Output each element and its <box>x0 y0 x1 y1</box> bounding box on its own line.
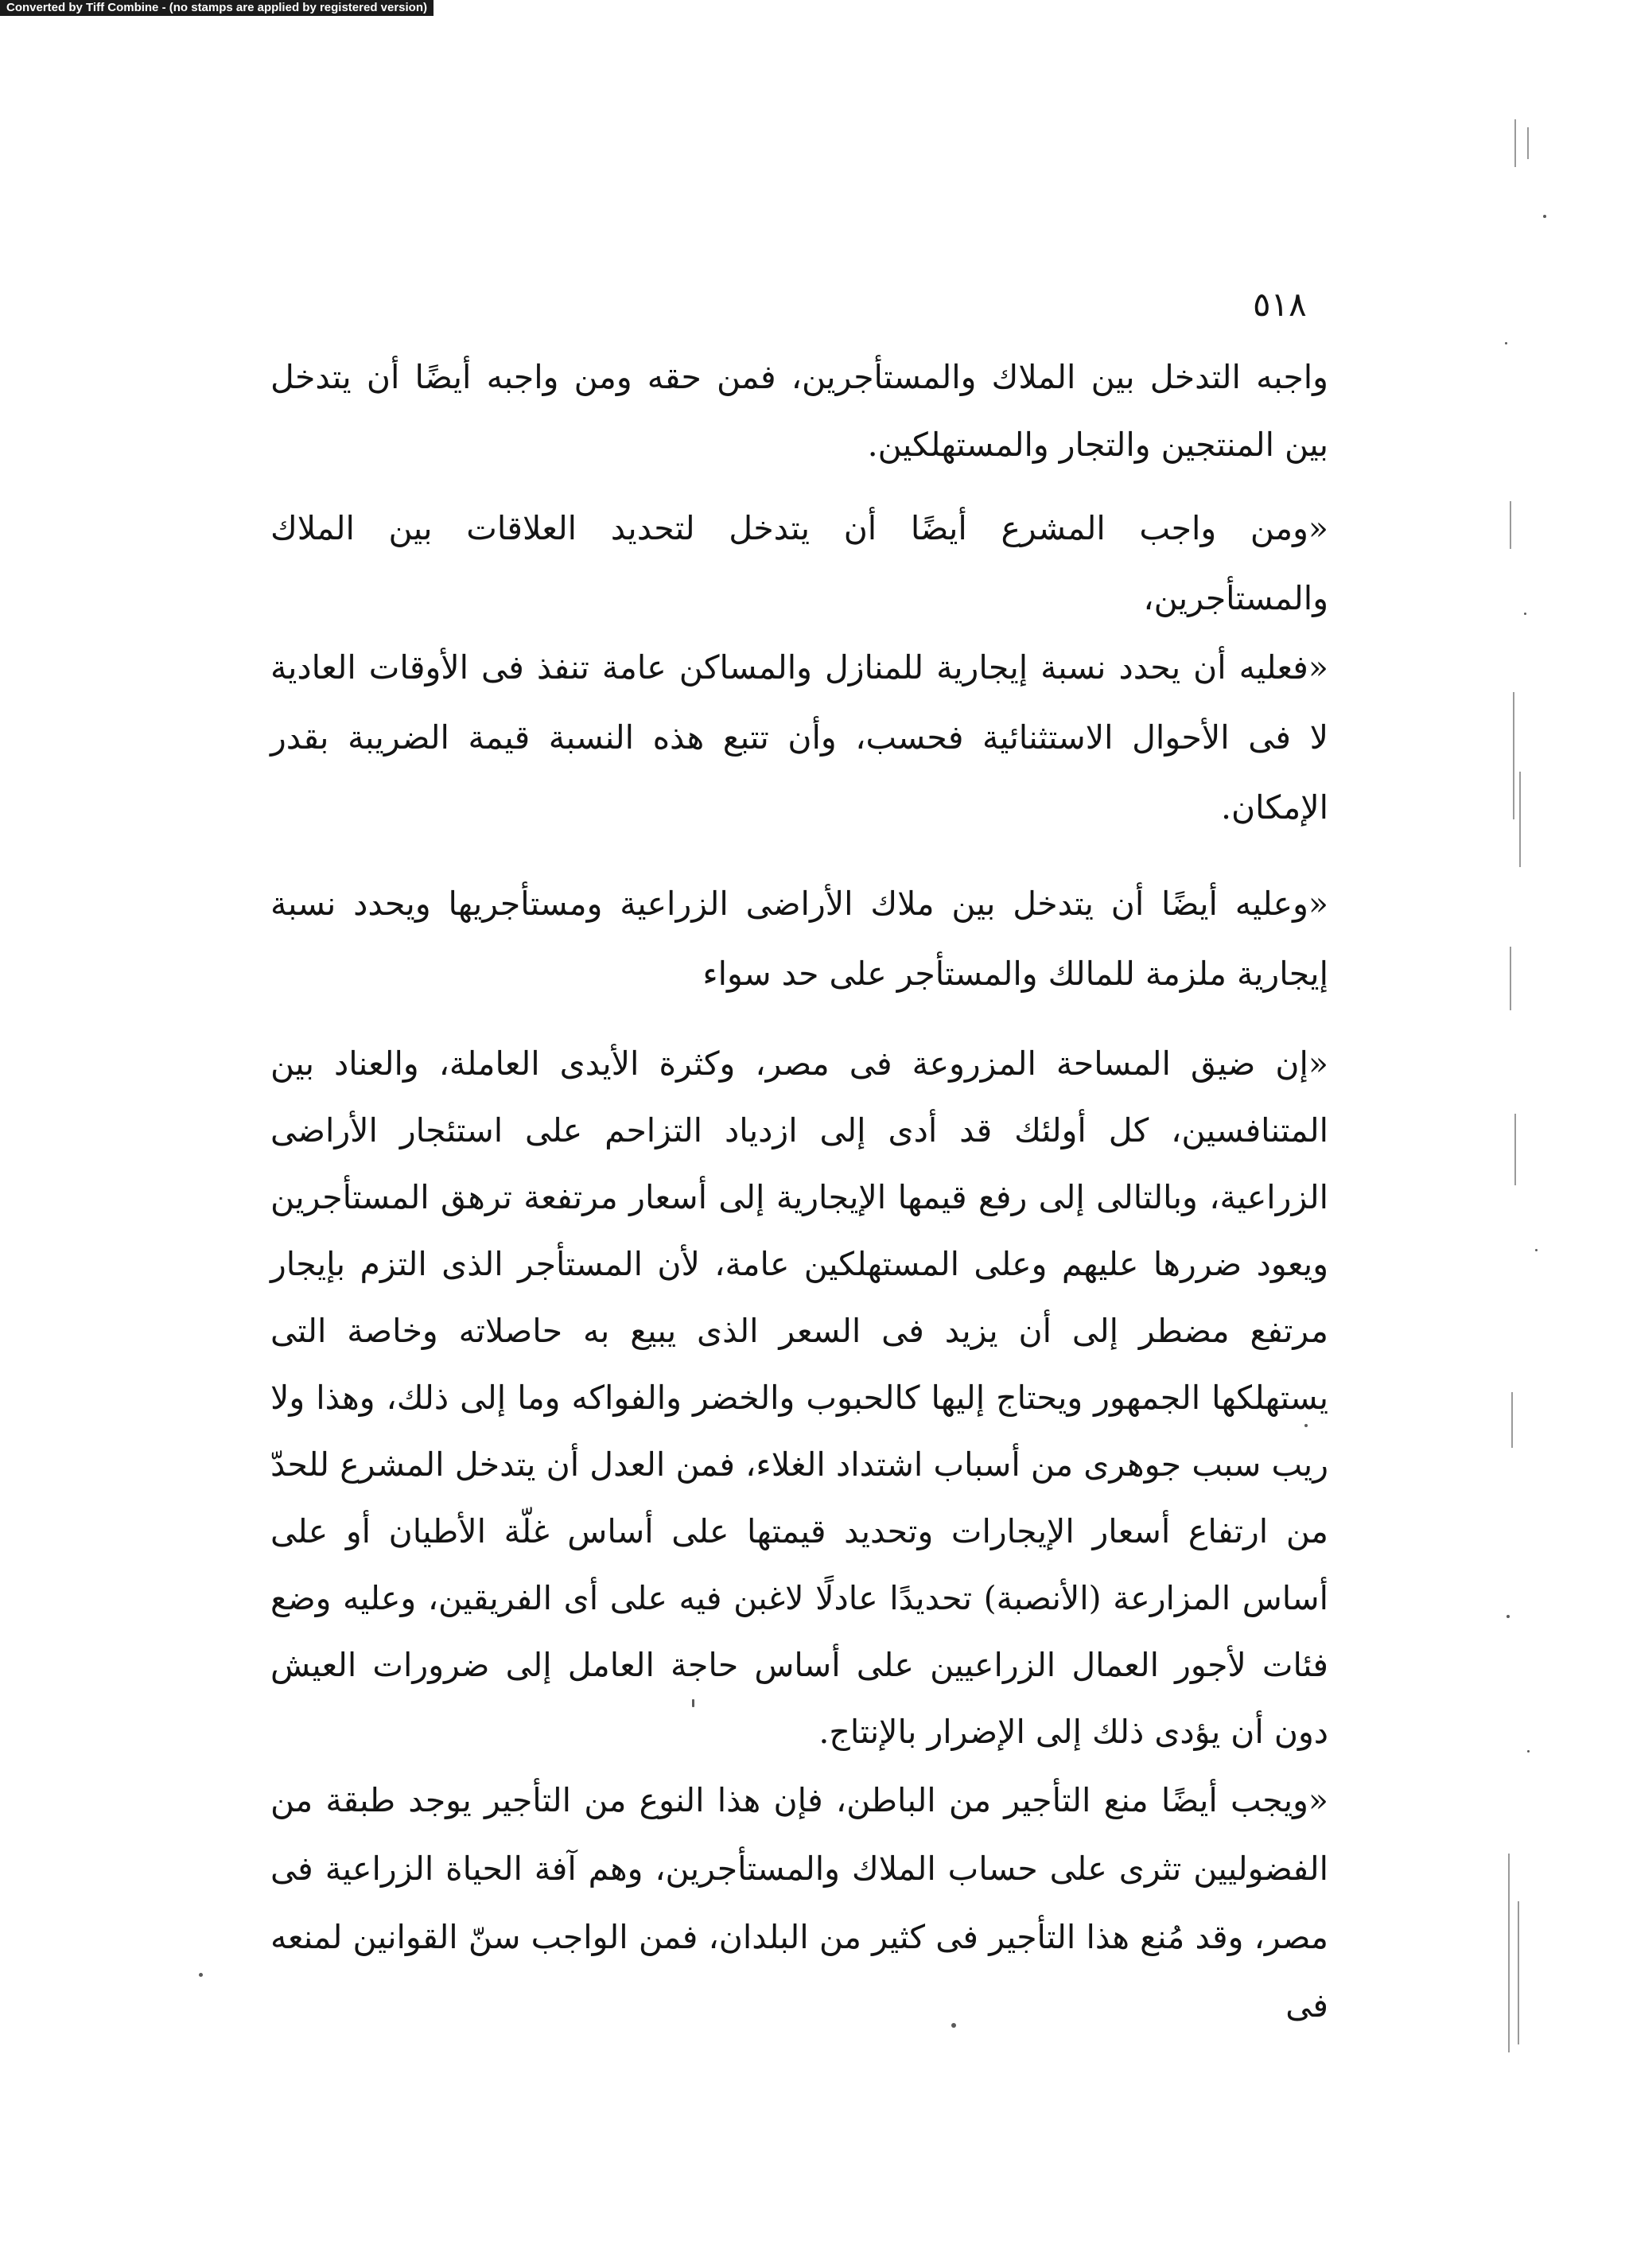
scan-speck <box>1304 1424 1308 1427</box>
scan-speck <box>1524 613 1526 615</box>
margin-rule <box>1510 501 1511 549</box>
margin-rule <box>1513 692 1514 819</box>
margin-rule <box>1511 1392 1513 1448</box>
paragraph-2: «ومن واجب المشرع أيضًا أن يتدخل لتحديد العلاقات بين الملاك والمستأجرين، <box>270 509 1328 617</box>
margin-rule <box>1518 1901 1519 2044</box>
paragraph-4: «وعليه أيضًا أن يتدخل بين ملاك الأراضى الزراعية ومستأجريها ويحدد نسبة إيجارية ملزمة للمالك والمستأجر على حد سواء <box>270 885 1328 993</box>
page-number: ٥١٨ <box>1253 285 1307 324</box>
paragraph-6: «ويجب أيضًا منع التأجير من الباطن، فإن هذا النوع من التأجير يوجد طبقة من الفضوليين تثرى على حساب الملاك والمستأجرين، وهم آفة الحياة الزراعية فى مصر، وقد مُنع هذا التأجير فى كثير من البلدان، فمن الواجب سنّ القوانين لمنعه فى <box>270 1781 1328 2025</box>
scan-speck <box>692 1699 694 1707</box>
margin-rule <box>1519 772 1521 867</box>
paragraph-1: واجبه التدخل بين الملاك والمستأجرين، فمن حقه ومن واجبه أيضًا أن يتدخل بين المنتجين والتجار والمستهلكين. <box>270 358 1328 464</box>
scan-speck <box>1507 1615 1510 1618</box>
conversion-banner: Converted by Tiff Combine - (no stamps are applied by registered version) <box>0 0 433 16</box>
scan-speck <box>1527 1750 1530 1753</box>
scan-speck <box>1535 1249 1538 1251</box>
scan-speck <box>1505 342 1507 344</box>
margin-rule <box>1514 1114 1516 1185</box>
paragraph-3: «فعليه أن يحدد نسبة إيجارية للمنازل والمساكن عامة تنفذ فى الأوقات العادية لا فى الأحوال الاستثنائية فحسب، وأن تتبع هذه النسبة قيمة الضريبة بقدر الإمكان. <box>270 648 1328 827</box>
scan-speck <box>199 1973 203 1977</box>
margin-rule <box>1514 119 1516 167</box>
margin-rule <box>1508 1854 1510 2052</box>
margin-rule <box>1527 127 1529 159</box>
paragraph-5: «إن ضيق المساحة المزروعة فى مصر، وكثرة الأيدى العاملة، والعناد بين المتنافسين، كل أولئك قد أدى إلى ازدياد التزاحم على استئجار الأراضى الزراعية، وبالتالى إلى رفع قيمها الإيجارية إلى أسعار مرتفعة ترهق المستأجرين ويعود ضررها عليهم وعلى المستهلكين عامة، لأن المستأجر الذى التزم بإيجار مرتفع مضطر إلى أن يزيد فى السعر الذى يبيع به حاصلاته وخاصة التى يستهلكها الجمهور ويحتاج إليها كالحبوب والخضر والفواكه وما إلى ذلك، وهذا ولا ريب سبب جوهرى من أسباب اشتداد الغلاء، فمن العدل أن يتدخل المشرع للحدّ من ارتفاع أسعار الإيجارات وتحديد قيمتها على أساس غلّة الأطيان أو على أساس المزارعة (الأنصبة) تحديدًا عادلًا لاغبن فيه على أى الفريقين، وعليه وضع فئات لأجور العمال الزراعيين على أساس حاجة العامل إلى ضرورات العيش دون أن يؤدى ذلك إلى الإضرار بالإنتاج. <box>270 1045 1328 1751</box>
scan-speck <box>1543 215 1546 218</box>
margin-rule <box>1510 947 1511 1010</box>
scan-speck <box>951 2023 956 2028</box>
scan-margin-artifacts <box>1495 119 1591 2029</box>
